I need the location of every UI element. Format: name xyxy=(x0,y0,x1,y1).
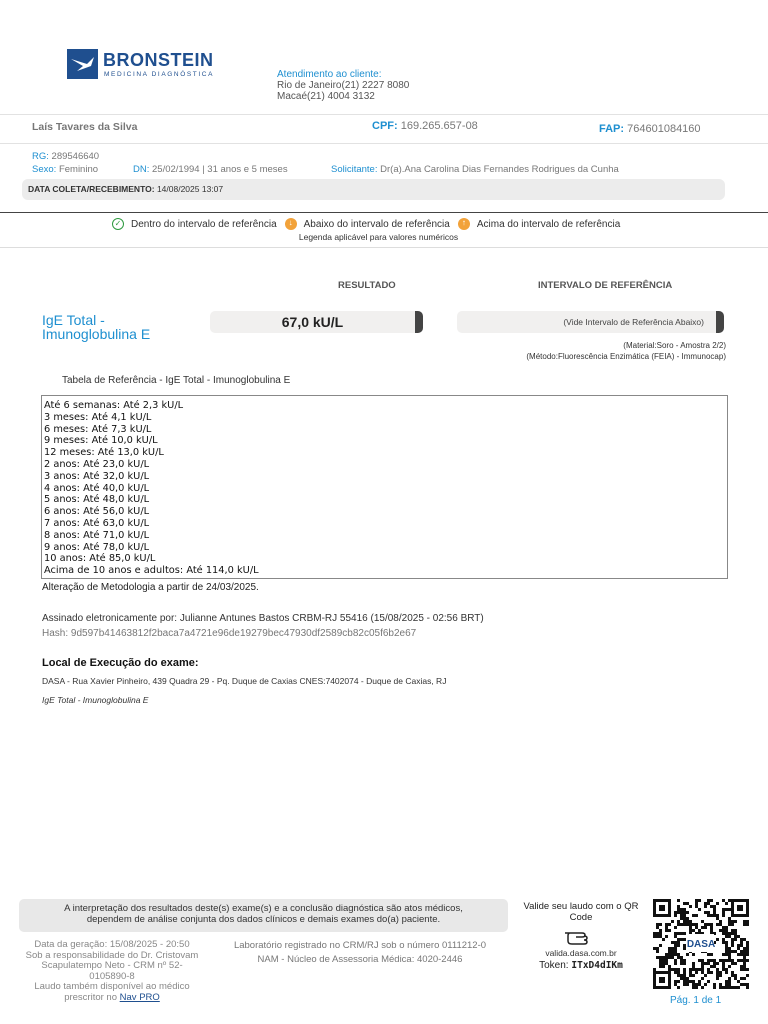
reference-row: 3 anos: Até 32,0 kU/L xyxy=(44,470,150,482)
legend-top-divider xyxy=(0,212,768,213)
rg-value: 289546640 xyxy=(51,151,100,162)
collection-date-value: 14/08/2025 13:07 xyxy=(156,184,224,194)
methodology-note: Alteração de Metodologia a partir de 24/03/2025. xyxy=(42,582,259,593)
exam-method: (Método:Fluorescência Enzimática (FEIA) - Immunocap) xyxy=(526,352,726,361)
arrow-down-circle-icon: ↓ xyxy=(285,218,297,230)
patient-sexo xyxy=(32,164,98,175)
exam-reference-value: (Vide Intervalo de Referência Abaixo) xyxy=(457,311,724,333)
nav-pro-link[interactable]: Nav PRO xyxy=(119,991,160,1003)
legend-above xyxy=(458,218,620,230)
exam-material: (Material:Soro - Amostra 2/2) xyxy=(623,341,726,350)
execution-location-address: DASA - Rua Xavier Pinheiro, 439 Quadra 29 - Pq. Duque de Caxias CNES:7402074 - Duque de Caxias, RJ xyxy=(42,676,447,686)
qr-code-icon[interactable] xyxy=(652,898,750,990)
available-prefix: prescritor no xyxy=(64,991,118,1003)
validate-text xyxy=(512,902,650,923)
token-label: Token: xyxy=(539,960,569,971)
legend-above-label: Acima do intervalo de referência xyxy=(476,218,621,230)
patient-name: Laís Tavares da Silva xyxy=(32,121,138,133)
customer-service xyxy=(277,69,409,102)
disclaimer-line1: A interpretação dos resultados deste(s) exame(s) e a conclusão diagnóstica são atos médicos, xyxy=(64,903,463,914)
lab-registry: Laboratório registrado no CRM/RJ sob o número 0111212-0 xyxy=(233,940,487,951)
validate-line2: Code xyxy=(569,911,593,923)
pointing-hand-icon xyxy=(562,924,598,946)
reference-row: 6 meses: Até 7,3 kU/L xyxy=(44,423,152,435)
footer-generation-info xyxy=(17,940,207,1003)
responsibility-line2: Scapulatempo Neto - CRM nº 52- xyxy=(41,960,183,971)
patient-cpf xyxy=(372,120,478,132)
reference-row: 9 meses: Até 10,0 kU/L xyxy=(44,435,158,447)
brand-logo-mark xyxy=(67,49,98,79)
reference-row: 7 anos: Até 63,0 kU/L xyxy=(44,517,150,529)
reference-row: Até 6 semanas: Até 2,3 kU/L xyxy=(44,400,184,411)
legend-below-label: Abaixo do intervalo de referência xyxy=(303,218,450,230)
rg-label: RG: xyxy=(32,151,49,162)
legend-below xyxy=(285,218,450,230)
page-number: Pág. 1 de 1 xyxy=(670,995,722,1006)
reference-table xyxy=(41,395,728,579)
reference-row: 6 anos: Até 56,0 kU/L xyxy=(44,506,150,518)
patient-rg xyxy=(32,151,99,162)
solicitante-label: Solicitante: xyxy=(331,164,378,175)
reference-row: 10 anos: Até 85,0 kU/L xyxy=(44,553,156,565)
collection-date-label: DATA COLETA/RECEBIMENTO: xyxy=(28,184,155,194)
validate-line1: Valide seu laudo com o QR xyxy=(523,901,639,912)
medical-disclaimer xyxy=(19,899,508,932)
validation-token xyxy=(512,960,650,971)
legend-bottom-divider xyxy=(0,247,768,248)
exam-title-line2: Imunoglobulina E xyxy=(42,326,151,342)
column-reference-header: INTERVALO DE REFERÊNCIA xyxy=(538,280,673,291)
sexo-value: Feminino xyxy=(58,164,99,175)
brand-logo xyxy=(67,49,217,83)
available-line2 xyxy=(17,993,207,1004)
collection-date-bar xyxy=(22,179,725,200)
reference-row: 2 anos: Até 23,0 kU/L xyxy=(44,458,150,470)
generation-date: Data da geração: 15/08/2025 - 20:50 xyxy=(34,939,190,950)
legend-items xyxy=(112,218,628,230)
fap-label: FAP: xyxy=(599,123,625,135)
header-divider xyxy=(0,114,768,115)
legend-note: Legenda aplicável para valores numéricos xyxy=(298,232,459,242)
legend-within xyxy=(112,218,277,230)
solicitante-value: Dr(a).Ana Carolina Dias Fernandes Rodrigues da Cunha xyxy=(380,164,619,175)
patient-dn xyxy=(133,164,288,175)
brand-name: BRONSTEIN xyxy=(103,50,214,70)
nam-contact: NAM - Núcleo de Assessoria Médica: 4020-2446 xyxy=(257,954,463,965)
customer-service-label: Atendimento ao cliente: xyxy=(277,69,382,80)
qr-center-logo: DASA xyxy=(686,939,716,950)
patient-divider xyxy=(0,143,768,144)
exam-title-line1: IgE Total - xyxy=(42,312,105,328)
execution-location-title: Local de Execução do exame: xyxy=(42,657,199,669)
available-line1: Laudo também disponível ao médico xyxy=(34,981,190,992)
token-value: ITxD4dIKm xyxy=(571,960,623,971)
responsibility-line3: 0105890-8 xyxy=(89,970,135,982)
validate-url[interactable]: valida.dasa.com.br xyxy=(545,948,617,958)
dn-label: DN: xyxy=(133,164,150,175)
patient-solicitante xyxy=(331,164,619,175)
electronic-signature: Assinado eletronicamente por: Julianne Antunes Bastos CRBM-RJ 55416 (15/08/2025 - 02:56 BRT) xyxy=(42,613,484,624)
reference-row: 9 anos: Até 78,0 kU/L xyxy=(44,541,150,553)
reference-row: 5 anos: Até 48,0 kU/L xyxy=(44,494,150,506)
execution-location-exam: IgE Total - Imunoglobulina E xyxy=(42,695,149,705)
responsibility-line1: Sob a responsabilidade do Dr. Cristovam xyxy=(25,949,199,961)
reference-row: 12 meses: Até 13,0 kU/L xyxy=(44,447,164,459)
brand-subtitle: MEDICINA DIAGNÓSTICA xyxy=(104,71,215,78)
reference-row: 8 anos: Até 71,0 kU/L xyxy=(44,529,150,541)
reference-table-caption: Tabela de Referência - IgE Total - Imunoglobulina E xyxy=(62,375,291,386)
sexo-label: Sexo: xyxy=(32,164,57,175)
reference-row: Acima de 10 anos e adultos: Até 114,0 kU/L xyxy=(44,565,259,577)
cpf-label: CPF: xyxy=(372,120,398,132)
legend xyxy=(0,218,768,246)
signature-hash: Hash: 9d597b41463812f2baca7a4721e96de19279bec47930df2589cb82c05f6b2e67 xyxy=(42,628,417,639)
check-circle-icon: ✓ xyxy=(112,218,124,230)
column-result-header: RESULTADO xyxy=(338,280,396,291)
exam-title xyxy=(42,313,150,341)
arrow-up-circle-icon: ↑ xyxy=(458,218,470,230)
legend-within-label: Dentro do intervalo de referência xyxy=(131,218,277,230)
bird-icon xyxy=(67,49,98,79)
reference-row: 3 meses: Até 4,1 kU/L xyxy=(44,411,152,423)
patient-fap xyxy=(599,123,701,135)
cpf-value: 169.265.657-08 xyxy=(400,120,478,132)
fap-value: 764601084160 xyxy=(627,123,701,135)
disclaimer-line2: dependem de análise conjunta dos dados clínicos e demais exames do(a) paciente. xyxy=(86,913,441,925)
dn-value: 25/02/1994 | 31 anos e 5 meses xyxy=(152,164,288,175)
customer-service-rio: Rio de Janeiro(21) 2227 8080 xyxy=(277,80,410,91)
exam-result-value: 67,0 kU/L xyxy=(210,311,423,333)
reference-row: 4 anos: Até 40,0 kU/L xyxy=(44,482,150,494)
customer-service-macae: Macaé(21) 4004 3132 xyxy=(277,91,375,102)
